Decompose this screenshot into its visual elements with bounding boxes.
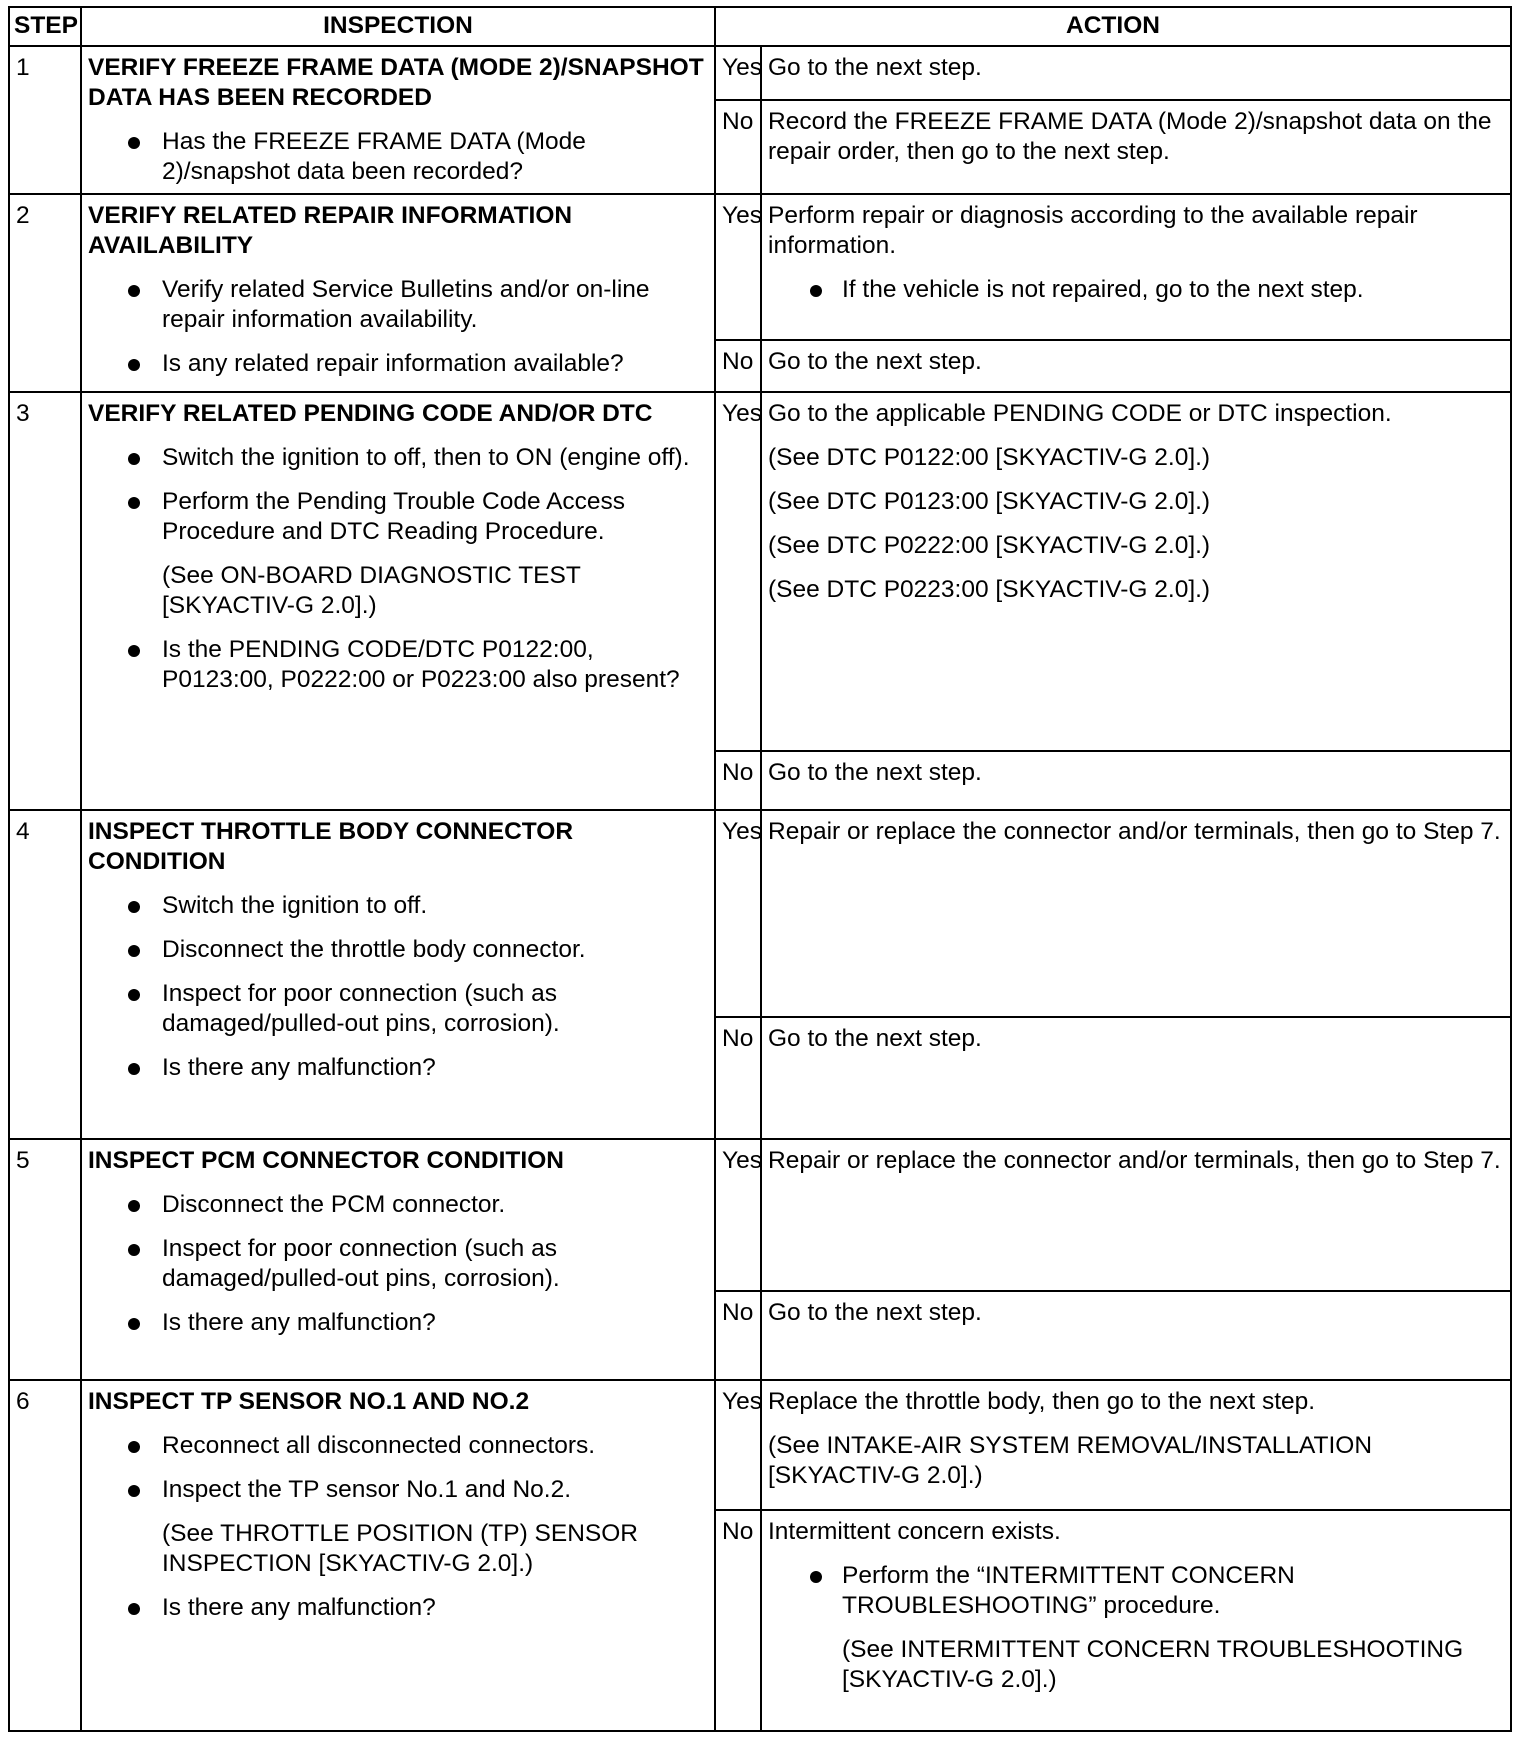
step-number: 3 [9,392,81,810]
step-title: INSPECT THROTTLE BODY CONNECTOR CONDITION [88,818,574,876]
step-title: VERIFY RELATED PENDING CODE AND/OR DTC [88,400,653,428]
reference-note: (See INTAKE-AIR SYSTEM REMOVAL/INSTALLATION [SKYACTIV-G 2.0].) [768,1432,1373,1490]
step-6-yes-row [9,1380,1511,1510]
troubleshooting-table [8,6,1512,1732]
yes-label: Yes [715,810,761,1017]
yes-action [761,810,1511,1017]
no-action [761,100,1511,193]
bullet-text: Inspect for poor connection (such as damaged/pulled-out pins, corrosion). [162,1234,560,1292]
inspection-bullet [88,1234,708,1294]
bullet-dot-icon [128,1200,140,1212]
bullet-text: Is there any malfunction? [162,1054,436,1082]
step-1-yes-row [9,46,1511,101]
no-label: No [715,100,761,193]
no-action [761,751,1511,810]
bullet-text: Perform the “INTERMITTENT CONCERN TROUBLESHOOTING” procedure. [842,1561,1295,1619]
inspection-bullet [88,1593,708,1623]
bullet-text: Reconnect all disconnected connectors. [162,1432,596,1460]
inspection-bullet [88,487,708,547]
yes-label: Yes [715,1139,761,1291]
inspection-bullet [88,1475,708,1505]
bullet-dot-icon [128,1244,140,1256]
step-number: 6 [9,1380,81,1731]
bullet-dot-icon [128,1318,140,1330]
bullet-text: Is there any malfunction? [162,1308,436,1336]
yes-label: Yes [715,46,761,101]
header-step: STEP [9,7,81,46]
dtc-reference: (See DTC P0122:00 [SKYACTIV-G 2.0].) [768,444,1211,472]
step-5-inspection [81,1139,715,1380]
inspection-bullet [88,635,708,695]
no-label: No [715,1291,761,1380]
step-title: INSPECT TP SENSOR NO.1 AND NO.2 [88,1388,530,1416]
step-number: 2 [9,194,81,393]
step-2-yes-row [9,194,1511,340]
step-6-inspection [81,1380,715,1731]
reference-note: (See ON-BOARD DIAGNOSTIC TEST [SKYACTIV-G 2.0].) [162,562,581,620]
no-action [761,1291,1511,1380]
header-row [9,7,1511,46]
header-inspection: INSPECTION [81,7,715,46]
inspection-bullet [88,1190,708,1220]
action-text: Go to the next step. [768,759,982,787]
bullet-text: Has the FREEZE FRAME DATA (Mode 2)/snapshot data been recorded? [162,127,586,185]
bullet-text: Disconnect the PCM connector. [162,1190,506,1218]
step-4-yes-row [9,810,1511,1017]
action-text: Repair or replace the connector and/or terminals, then go to Step 7. [768,1146,1501,1174]
step-title: VERIFY RELATED REPAIR INFORMATION AVAILABILITY [88,201,573,259]
yes-action [761,1139,1511,1291]
header-action: ACTION [715,7,1511,46]
inspection-bullet [88,127,708,187]
bullet-text: Disconnect the throttle body connector. [162,936,586,964]
step-3-inspection [81,392,715,810]
dtc-reference: (See DTC P0123:00 [SKYACTIV-G 2.0].) [768,488,1211,516]
inspection-bullet [88,1053,708,1083]
bullet-dot-icon [810,285,822,297]
bullet-text: Inspect the TP sensor No.1 and No.2. [162,1476,572,1504]
inspection-bullet [88,891,708,921]
action-text: Go to the next step. [768,347,982,375]
bullet-dot-icon [128,285,140,297]
yes-label: Yes [715,1380,761,1510]
no-label: No [715,1017,761,1139]
no-action [761,1510,1511,1731]
yes-action [761,46,1511,101]
step-1-inspection [81,46,715,194]
no-action [761,1017,1511,1139]
bullet-dot-icon [128,945,140,957]
action-text: Go to the next step. [768,1025,982,1052]
reference-note: (See THROTTLE POSITION (TP) SENSOR INSPECTION [SKYACTIV-G 2.0].) [162,1520,639,1578]
bullet-text: Switch the ignition to off. [162,892,428,920]
action-text: Go to the next step. [768,53,982,81]
bullet-text: Is the PENDING CODE/DTC P0122:00, P0123:00, P0222:00 or P0223:00 also present? [162,636,680,694]
action-text: Perform repair or diagnosis according to the available repair information. [768,201,1418,259]
bullet-text: If the vehicle is not repaired, go to the next step. [842,275,1364,303]
action-text: Record the FREEZE FRAME DATA (Mode 2)/snapshot data on the repair order, then go to the next step. [768,108,1492,166]
yes-label: Yes [715,194,761,340]
inspection-bullet [88,979,708,1039]
yes-action [761,392,1511,751]
step-title: VERIFY FREEZE FRAME DATA (MODE 2)/SNAPSHOT DATA HAS BEEN RECORDED [88,53,704,111]
action-text: Repair or replace the connector and/or terminals, then go to Step 7. [768,818,1501,846]
inspection-bullet [88,1431,708,1461]
bullet-text: Is there any malfunction? [162,1594,436,1622]
bullet-dot-icon [128,1441,140,1453]
no-label: No [715,751,761,810]
bullet-dot-icon [128,497,140,509]
yes-action [761,1380,1511,1510]
step-2-inspection [81,194,715,393]
bullet-dot-icon [810,1571,822,1583]
bullet-dot-icon [128,645,140,657]
step-5-yes-row [9,1139,1511,1291]
inspection-bullet [88,275,708,335]
action-bullet [768,275,1504,305]
no-label: No [715,340,761,393]
step-4-inspection [81,810,715,1139]
inspection-bullet [88,349,708,379]
dtc-reference: (See DTC P0222:00 [SKYACTIV-G 2.0].) [768,532,1211,560]
yes-label: Yes [715,392,761,751]
step-title: INSPECT PCM CONNECTOR CONDITION [88,1146,564,1174]
bullet-dot-icon [128,453,140,465]
inspection-bullet [88,1308,708,1338]
bullet-text: Verify related Service Bulletins and/or on-line repair information availability. [162,275,650,333]
step-number: 4 [9,810,81,1139]
dtc-reference: (See DTC P0223:00 [SKYACTIV-G 2.0].) [768,576,1211,604]
bullet-dot-icon [128,1603,140,1615]
inspection-bullet [88,935,708,965]
step-3-yes-row [9,392,1511,751]
action-text: Intermittent concern exists. [768,1517,1061,1545]
no-action [761,340,1511,393]
action-bullet [768,1561,1504,1621]
action-text: Go to the next step. [768,1298,982,1326]
step-number: 5 [9,1139,81,1380]
reference-note: (See INTERMITTENT CONCERN TROUBLESHOOTING [SKYACTIV-G 2.0].) [842,1635,1464,1693]
step-number: 1 [9,46,81,194]
action-text: Replace the throttle body, then go to the next step. [768,1388,1316,1416]
bullet-text: Switch the ignition to off, then to ON (engine off). [162,444,690,472]
no-label: No [715,1510,761,1731]
yes-action [761,194,1511,340]
bullet-dot-icon [128,359,140,371]
bullet-dot-icon [128,989,140,1001]
bullet-text: Inspect for poor connection (such as damaged/pulled-out pins, corrosion). [162,980,560,1038]
bullet-dot-icon [128,901,140,913]
inspection-bullet [88,443,708,473]
bullet-dot-icon [128,137,140,149]
bullet-dot-icon [128,1485,140,1497]
bullet-text: Perform the Pending Trouble Code Access Procedure and DTC Reading Procedure. [162,488,626,546]
action-text: Go to the applicable PENDING CODE or DTC inspection. [768,400,1392,428]
bullet-dot-icon [128,1063,140,1075]
bullet-text: Is any related repair information available? [162,349,624,377]
